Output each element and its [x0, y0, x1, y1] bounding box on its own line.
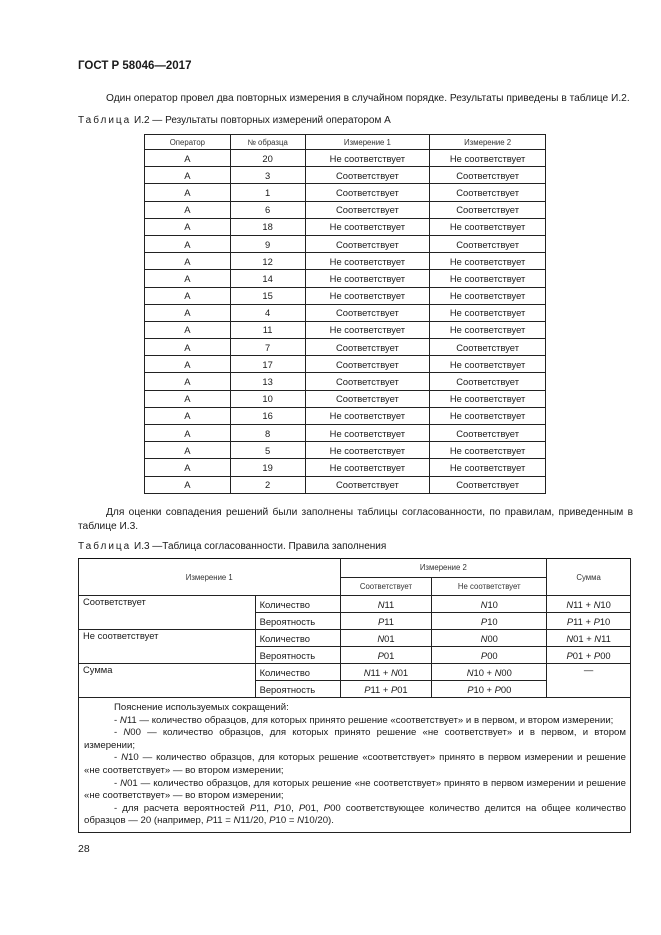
measurement-1-cell: Не соответствует	[305, 425, 430, 442]
operator-cell: А	[145, 373, 231, 390]
caption-text: И.2 — Результаты повторных измерений оператором А	[134, 115, 391, 126]
measurement-2-cell: Не соответствует	[430, 253, 546, 270]
table-row	[145, 167, 546, 184]
value-sum: —	[547, 664, 631, 698]
row-kind: Вероятность	[255, 681, 340, 698]
measurement-1-cell: Не соответствует	[305, 150, 430, 167]
measurement-1-cell: Соответствует	[305, 356, 430, 373]
note-item: - N00 — количество образцов, для которых принято решение «не соответствует» и в первом, и втором измерении;	[84, 727, 626, 751]
measurement-1-cell: Соответствует	[305, 390, 430, 407]
measurement-1-cell: Не соответствует	[305, 218, 430, 235]
table-row	[145, 184, 546, 201]
value-meas2-no: P10	[432, 613, 547, 630]
operator-cell: А	[145, 270, 231, 287]
table-i3	[78, 558, 631, 833]
header-meas2-no: Не соответствует	[432, 577, 547, 596]
measurement-2-cell: Не соответствует	[430, 459, 546, 476]
table-row	[145, 150, 546, 167]
value-sum: N11 + N10	[547, 596, 631, 613]
value-sum: N01 + N11	[547, 630, 631, 647]
document-header: ГОСТ Р 58046—2017	[78, 60, 192, 72]
measurement-2-cell: Соответствует	[430, 425, 546, 442]
operator-cell: А	[145, 459, 231, 476]
table-row	[145, 339, 546, 356]
table-row	[145, 407, 546, 424]
operator-cell: А	[145, 184, 231, 201]
sample-number-cell: 15	[230, 287, 305, 304]
table-i2	[144, 134, 546, 494]
group-label: Не соответствует	[79, 630, 256, 664]
caption-label: Таблица	[78, 115, 132, 126]
value-meas2-no: P00	[432, 647, 547, 664]
measurement-2-cell: Соответствует	[430, 235, 546, 252]
value-meas2-yes: N11	[340, 596, 432, 613]
note-item: - N11 — количество образцов, для которых принято решение «соответствует» и в первом, и втором измерении;	[114, 714, 614, 726]
column-header: Измерение 2	[430, 135, 546, 150]
operator-cell: А	[145, 321, 231, 338]
notes-cell	[79, 698, 631, 833]
table-i2-caption	[78, 115, 391, 126]
measurement-2-cell: Не соответствует	[430, 442, 546, 459]
operator-cell: А	[145, 287, 231, 304]
value-sum: P11 + P10	[547, 613, 631, 630]
value-meas2-yes: P01	[340, 647, 432, 664]
sample-number-cell: 4	[230, 304, 305, 321]
header-sum: Сумма	[547, 559, 631, 596]
measurement-2-cell: Не соответствует	[430, 390, 546, 407]
sample-number-cell: 8	[230, 425, 305, 442]
sample-number-cell: 3	[230, 167, 305, 184]
measurement-1-cell: Соответствует	[305, 201, 430, 218]
operator-cell: А	[145, 304, 231, 321]
sample-number-cell: 10	[230, 390, 305, 407]
value-meas2-yes: N01	[340, 630, 432, 647]
table-row	[79, 596, 631, 613]
measurement-2-cell: Соответствует	[430, 339, 546, 356]
sample-number-cell: 6	[230, 201, 305, 218]
middle-paragraph: Для оценки совпадения решений были заполнены таблицы согласованности, по правилам, приведенным в таблице И.3.	[78, 507, 633, 532]
sample-number-cell: 13	[230, 373, 305, 390]
sample-number-cell: 16	[230, 407, 305, 424]
sample-number-cell: 19	[230, 459, 305, 476]
sample-number-cell: 20	[230, 150, 305, 167]
measurement-1-cell: Не соответствует	[305, 287, 430, 304]
value-meas2-yes: P11 + P01	[340, 681, 432, 698]
table-row	[145, 201, 546, 218]
measurement-2-cell: Не соответствует	[430, 287, 546, 304]
table-row	[145, 321, 546, 338]
measurement-1-cell: Не соответствует	[305, 321, 430, 338]
column-header: Измерение 1	[305, 135, 430, 150]
measurement-2-cell: Не соответствует	[430, 356, 546, 373]
table-row	[145, 218, 546, 235]
value-meas2-no: N10 + N00	[432, 664, 547, 681]
measurement-1-cell: Соответствует	[305, 339, 430, 356]
measurement-1-cell: Не соответствует	[305, 407, 430, 424]
measurement-2-cell: Соответствует	[430, 184, 546, 201]
measurement-2-cell: Соответствует	[430, 476, 546, 493]
measurement-2-cell: Не соответствует	[430, 270, 546, 287]
row-kind: Количество	[255, 596, 340, 613]
row-kind: Количество	[255, 664, 340, 681]
operator-cell: А	[145, 235, 231, 252]
notes-title: Пояснение используемых сокращений:	[114, 702, 289, 713]
operator-cell: А	[145, 442, 231, 459]
sample-number-cell: 7	[230, 339, 305, 356]
sample-number-cell: 1	[230, 184, 305, 201]
measurement-2-cell: Не соответствует	[430, 407, 546, 424]
table-row	[145, 425, 546, 442]
table-row	[145, 356, 546, 373]
value-meas2-no: N10	[432, 596, 547, 613]
column-header: Оператор	[145, 135, 231, 150]
measurement-2-cell: Не соответствует	[430, 321, 546, 338]
group-label: Соответствует	[79, 596, 256, 630]
table-row	[145, 476, 546, 493]
operator-cell: А	[145, 253, 231, 270]
value-meas2-yes: P11	[340, 613, 432, 630]
operator-cell: А	[145, 425, 231, 442]
table-header-row	[145, 135, 546, 150]
header-meas2-yes: Соответствует	[340, 577, 432, 596]
operator-cell: А	[145, 476, 231, 493]
sample-number-cell: 5	[230, 442, 305, 459]
value-meas2-no: N00	[432, 630, 547, 647]
table-row	[145, 270, 546, 287]
sample-number-cell: 2	[230, 476, 305, 493]
operator-cell: А	[145, 167, 231, 184]
table-row	[145, 373, 546, 390]
measurement-1-cell: Не соответствует	[305, 270, 430, 287]
operator-cell: А	[145, 201, 231, 218]
intro-paragraph: Один оператор провел два повторных измерения в случайном порядке. Результаты приведены в таблице И.2.	[106, 93, 630, 104]
measurement-1-cell: Соответствует	[305, 304, 430, 321]
operator-cell: А	[145, 390, 231, 407]
operator-cell: А	[145, 407, 231, 424]
note-item: - N10 — количество образцов, для которых решение «соответствует» принято в первом измерении и решение «не соответствует» — во втором измерении;	[84, 752, 626, 776]
measurement-2-cell: Соответствует	[430, 167, 546, 184]
operator-cell: А	[145, 356, 231, 373]
measurement-2-cell: Соответствует	[430, 201, 546, 218]
sample-number-cell: 9	[230, 235, 305, 252]
sample-number-cell: 18	[230, 218, 305, 235]
header-measurement-2: Измерение 2	[340, 559, 547, 578]
sample-number-cell: 12	[230, 253, 305, 270]
note-item: - для расчета вероятностей P11, P10, P01, P00 соответствующее количество делится на общее количество образцов — 20 (например, P11 = N11/20, P10 = N10/20).	[84, 802, 626, 827]
caption-text: И.3 —Таблица согласованности. Правила заполнения	[134, 541, 387, 552]
measurement-1-cell: Соответствует	[305, 476, 430, 493]
table-i3-caption	[78, 541, 386, 552]
value-meas2-yes: N11 + N01	[340, 664, 432, 681]
table-row	[145, 459, 546, 476]
sample-number-cell: 17	[230, 356, 305, 373]
note-item: - N01 — количество образцов, для которых решение «не соответствует» принято в первом измерении и решение «не соответствует» — во втором измерении;	[84, 777, 626, 802]
operator-cell: А	[145, 150, 231, 167]
table-row	[145, 253, 546, 270]
table-row	[145, 304, 546, 321]
operator-cell: А	[145, 339, 231, 356]
page-number: 28	[78, 843, 90, 855]
table-row	[145, 235, 546, 252]
measurement-1-cell: Соответствует	[305, 184, 430, 201]
sample-number-cell: 14	[230, 270, 305, 287]
table-row	[79, 630, 631, 647]
table-row	[145, 442, 546, 459]
measurement-1-cell: Не соответствует	[305, 253, 430, 270]
header-measurement-1: Измерение 1	[79, 559, 341, 596]
value-meas2-no: P10 + P00	[432, 681, 547, 698]
column-header: № образца	[230, 135, 305, 150]
measurement-2-cell: Не соответствует	[430, 150, 546, 167]
measurement-1-cell: Не соответствует	[305, 442, 430, 459]
measurement-1-cell: Соответствует	[305, 167, 430, 184]
group-label: Сумма	[79, 664, 256, 698]
measurement-1-cell: Соответствует	[305, 235, 430, 252]
measurement-2-cell: Не соответствует	[430, 304, 546, 321]
measurement-1-cell: Не соответствует	[305, 459, 430, 476]
value-sum: P01 + P00	[547, 647, 631, 664]
table-row	[145, 287, 546, 304]
measurement-1-cell: Соответствует	[305, 373, 430, 390]
row-kind: Вероятность	[255, 613, 340, 630]
measurement-2-cell: Соответствует	[430, 373, 546, 390]
row-kind: Количество	[255, 630, 340, 647]
table-row	[145, 390, 546, 407]
caption-label: Таблица	[78, 541, 132, 552]
measurement-2-cell: Не соответствует	[430, 218, 546, 235]
table-row	[79, 664, 631, 681]
operator-cell: А	[145, 218, 231, 235]
sample-number-cell: 11	[230, 321, 305, 338]
row-kind: Вероятность	[255, 647, 340, 664]
